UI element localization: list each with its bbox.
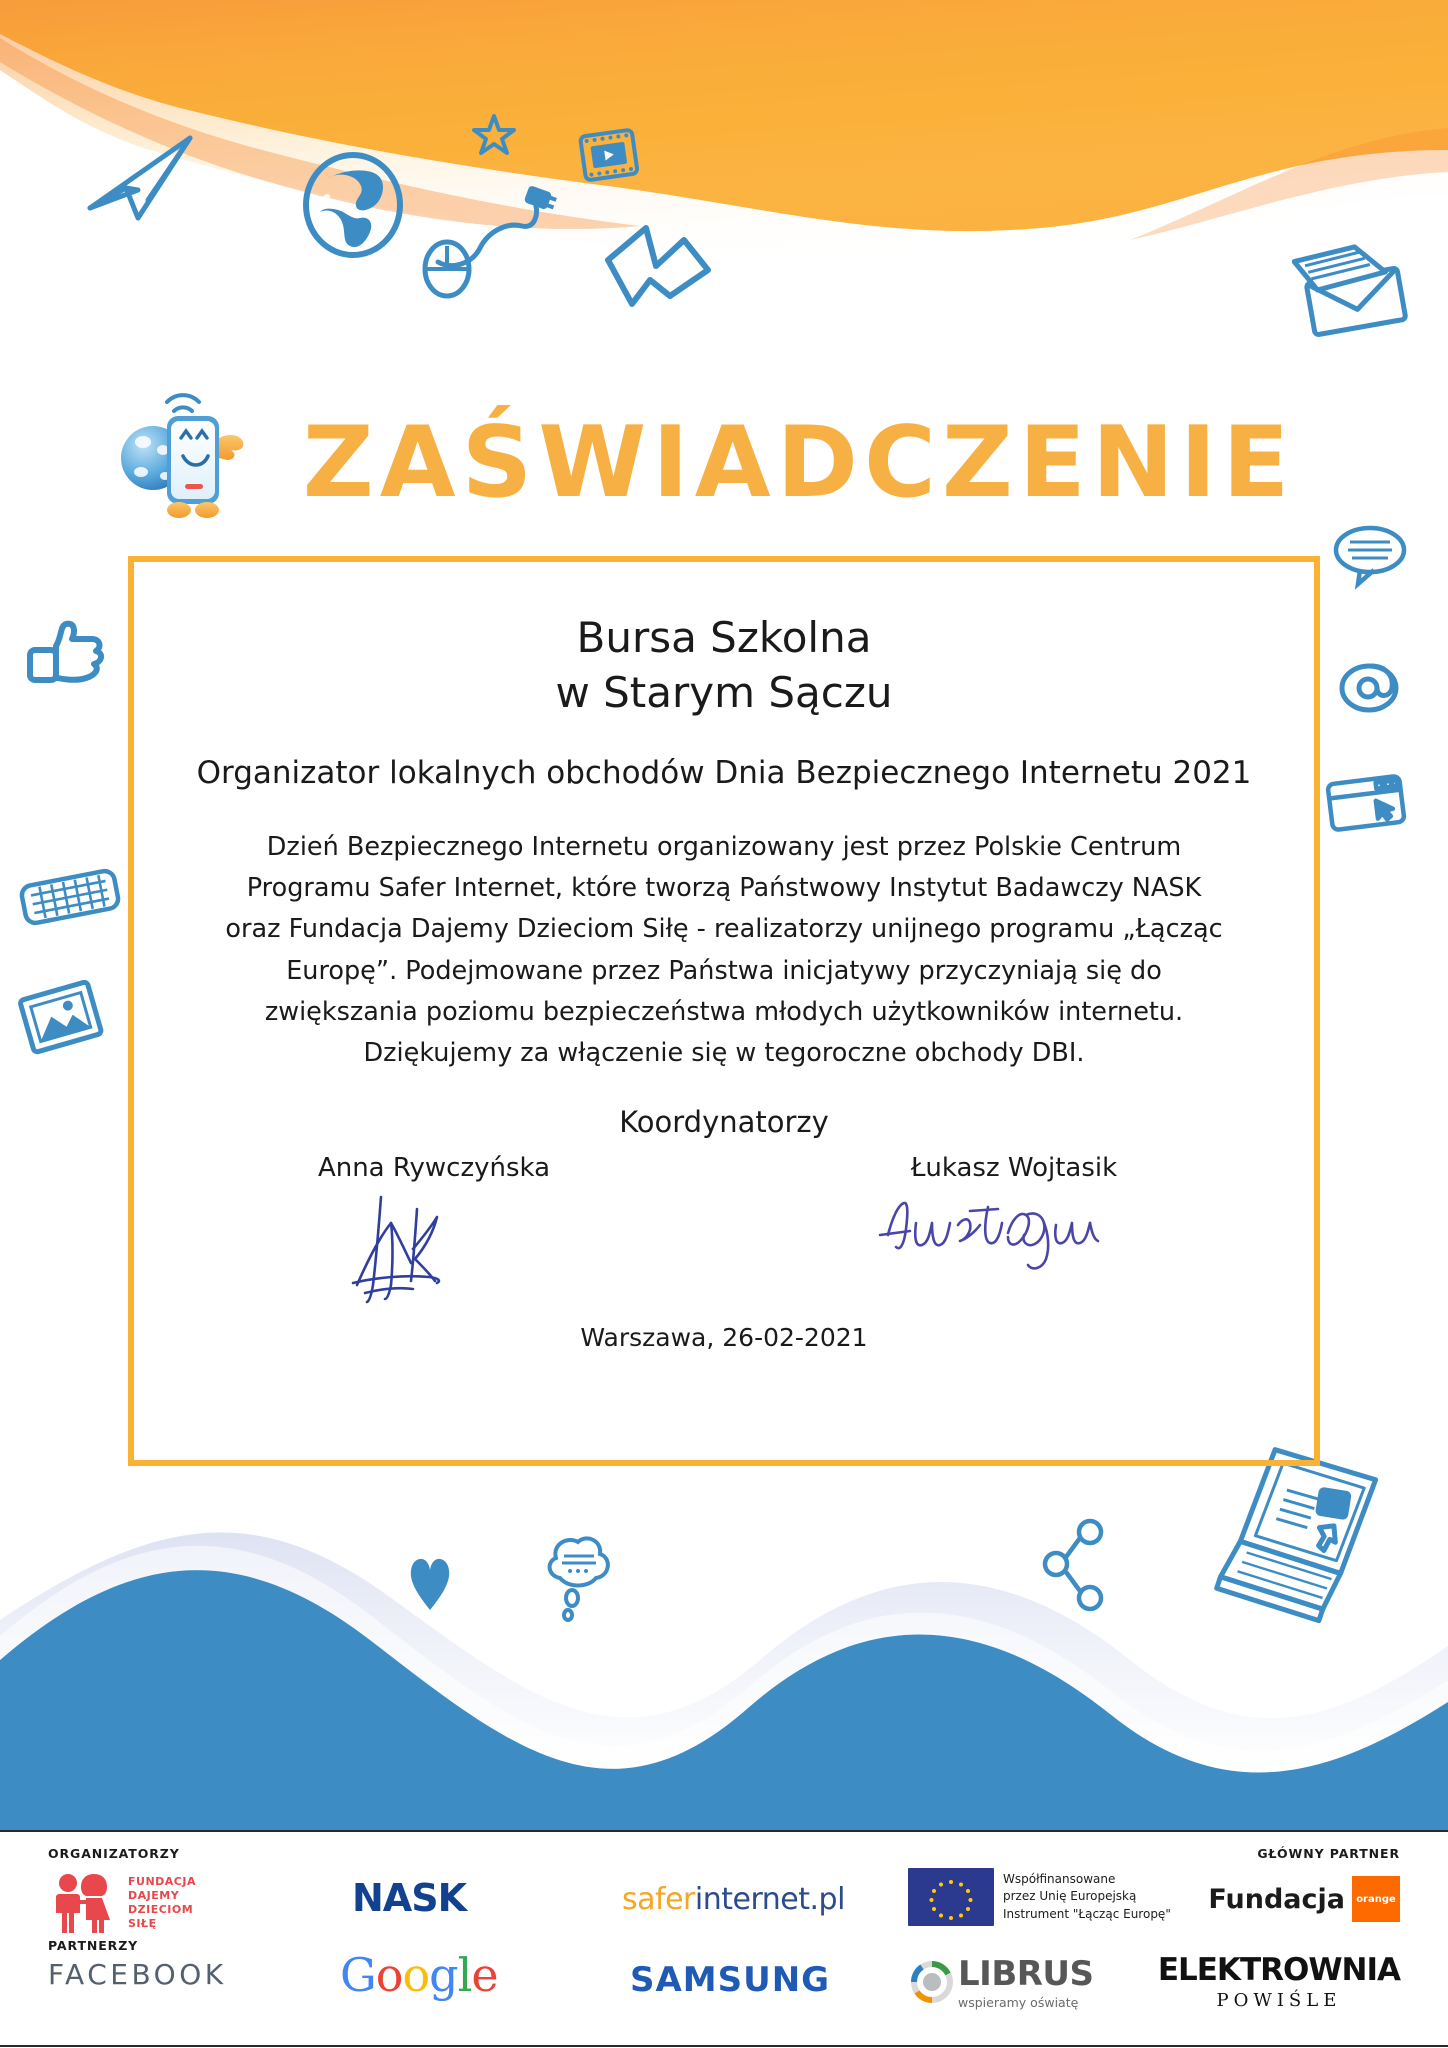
certificate-frame xyxy=(128,556,1320,1466)
cursor-arrow-icon xyxy=(598,218,718,328)
logo-elektrownia-powisle xyxy=(1158,1952,1400,2011)
mouse-icon xyxy=(418,238,476,300)
certificate-body-text: Dzień Bezpiecznego Internetu organizowany jest przez Polskie Centrum Programu Safer Internet, które tworzą Państwowy Instytut Badawczy NASK oraz Fundacja Dajemy Dzieciom Siłę - realizatorzy unijnego programu „Łącząc Europę”. Podejmowane przez Państwa inicjatywy przyczyniają się do zwiększania poziomu bezpieczeństwa młodych użytkowników internetu. Dziękujemy za włączenie się w tegoroczne obchody DBI. xyxy=(225,831,1223,1069)
place-and-date: Warszawa, 26-02-2021 xyxy=(580,1322,868,1352)
google-letter-e: e xyxy=(471,1948,498,2002)
librus-wordmark: LIBRUS xyxy=(958,1954,1094,1994)
signatures-row xyxy=(224,1189,1224,1309)
recipient-name-line2: w Starym Sączu xyxy=(555,668,893,718)
orange-badge-icon xyxy=(1352,1876,1400,1922)
speech-bubble-icon xyxy=(1330,520,1410,590)
google-letter-l: l xyxy=(457,1948,472,2002)
certificate-title-band xyxy=(0,398,1448,528)
logo-facebook: FACEBOOK xyxy=(48,1958,227,1991)
logo-saferinternet xyxy=(622,1882,845,1917)
top-wave-glow xyxy=(0,0,1448,292)
bottom-wave-crest xyxy=(0,1546,1448,1773)
saferinternet-part-internet: internet.pl xyxy=(694,1882,845,1917)
globe-icon xyxy=(298,150,408,260)
top-right-arc xyxy=(1130,128,1448,240)
logo-fdds xyxy=(48,1870,196,1936)
signature-anna-rywczynska-icon xyxy=(329,1189,539,1309)
thumbs-up-icon xyxy=(24,620,110,698)
eu-flag-icon xyxy=(908,1868,994,1926)
signature-right-cell xyxy=(804,1189,1224,1309)
librus-tagline: wspieramy oświatę xyxy=(958,1995,1079,2010)
laptop-icon xyxy=(1206,1440,1386,1630)
certificate-subtitle: Organizator lokalnych obchodów Dnia Bezpiecznego Internetu 2021 xyxy=(196,754,1252,791)
envelope-icon xyxy=(1292,242,1412,338)
librus-circle-icon xyxy=(910,1960,954,2004)
photo-icon xyxy=(18,980,104,1056)
logo-eu-cofinanced xyxy=(908,1868,1171,1926)
signature-left-cell xyxy=(224,1189,644,1309)
plug-icon xyxy=(418,178,558,288)
film-icon xyxy=(578,125,640,187)
coordinators-row xyxy=(224,1153,1224,1183)
google-letter-o2: o xyxy=(402,1948,430,2002)
label-organizers: ORGANIZATORZY xyxy=(48,1846,180,1861)
google-letter-o1: o xyxy=(375,1948,403,2002)
logo-fundacja-orange xyxy=(1208,1876,1400,1922)
signature-lukasz-wojtasik-icon xyxy=(874,1189,1154,1299)
logo-google xyxy=(340,1948,498,2002)
fdds-line-1: FUNDACJA xyxy=(128,1874,196,1888)
fundacja-orange-word: Fundacja xyxy=(1208,1883,1345,1915)
fdds-children-icon xyxy=(48,1870,122,1936)
footer-bottom-divider xyxy=(0,2045,1448,2047)
eu-text-line-1: Współfinansowane xyxy=(1003,1872,1116,1887)
google-letter-g: G xyxy=(340,1948,376,2002)
eu-text-line-2: przez Unię Europejską xyxy=(1003,1889,1137,1904)
bottom-blue-wave xyxy=(0,1570,1448,1830)
keyboard-icon xyxy=(18,866,122,928)
elektrownia-line-2: POWIŚLE xyxy=(1216,1990,1342,2011)
fdds-line-4: SIŁĘ xyxy=(128,1917,157,1931)
coordinators-title: Koordynatorzy xyxy=(619,1104,829,1139)
logo-librus xyxy=(910,1954,1094,2010)
label-partners: PARTNERZY xyxy=(48,1938,139,1953)
eu-text-line-3: Instrument "Łącząc Europę" xyxy=(1003,1906,1171,1921)
bottom-wave-glow xyxy=(0,1533,1448,1800)
google-letter-g2: g xyxy=(429,1948,458,2002)
coordinator-left-name: Anna Rywczyńska xyxy=(317,1152,551,1183)
eu-cofinanced-text xyxy=(1003,1871,1171,1922)
at-sign-icon xyxy=(1338,660,1404,716)
footer-top-divider xyxy=(0,1830,1448,1832)
recipient-name xyxy=(555,610,892,721)
heart-icon xyxy=(402,1550,458,1614)
top-left-arc xyxy=(0,38,640,229)
browser-window-icon xyxy=(1324,772,1408,834)
logo-nask: NASK xyxy=(352,1876,467,1920)
coordinator-right-name: Łukasz Wojtasik xyxy=(910,1152,1118,1183)
certificate-wordmark: ZAŚWIADCZENIE xyxy=(302,406,1296,520)
fdds-line-3: DZIECIOM xyxy=(128,1903,194,1916)
label-main-partner: GŁÓWNY PARTNER xyxy=(1257,1846,1400,1861)
saferinternet-part-safer: safer xyxy=(622,1882,695,1917)
share-nodes-icon xyxy=(1042,1518,1112,1614)
fdds-wordmark xyxy=(128,1875,196,1931)
elektrownia-line-1: ELEKTROWNIA xyxy=(1157,1952,1400,1988)
orange-badge-text: orange xyxy=(1356,1893,1396,1905)
recipient-name-line1: Bursa Szkolna xyxy=(576,613,872,662)
top-orange-wave xyxy=(0,0,1448,231)
fdds-line-2: DAJEMY xyxy=(128,1888,180,1902)
footer-logos-bar xyxy=(0,1830,1448,2048)
paper-plane-icon xyxy=(78,118,208,228)
thought-bubble-icon xyxy=(538,1530,620,1626)
logo-samsung: SAMSUNG xyxy=(630,1960,831,2000)
star-icon xyxy=(472,112,516,156)
